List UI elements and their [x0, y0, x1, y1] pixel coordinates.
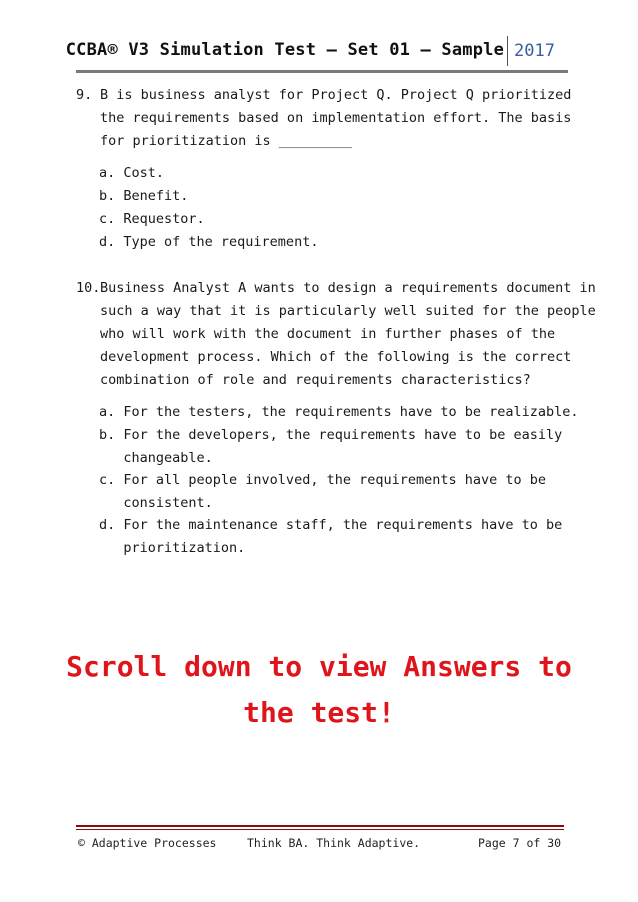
footer-page-number: Page 7 of 30 — [478, 836, 562, 850]
scroll-hint-line2: the test! — [243, 696, 395, 729]
question-9 — [76, 84, 572, 154]
question-number: 10. — [76, 280, 101, 296]
answer-option-continued: consistent. — [99, 495, 213, 511]
answer-option: d. Type of the requirement. — [99, 234, 319, 250]
header-divider — [76, 70, 568, 73]
header-title: CCBA® V3 Simulation Test – Set 01 – Sample — [65, 40, 504, 60]
page-header — [65, 34, 566, 70]
answer-option-continued: prioritization. — [99, 540, 246, 556]
answer-option: c. Requestor. — [99, 211, 205, 227]
question-line: Business Analyst A wants to design a requirements document in — [100, 280, 596, 296]
question-line: for prioritization is _________ — [100, 133, 352, 149]
answer-option: b. Benefit. — [99, 188, 189, 204]
question-line: combination of role and requirements characteristics? — [100, 372, 531, 388]
question-line: the requirements based on implementation effort. The basis — [100, 110, 572, 126]
footer-divider-thin — [76, 829, 564, 830]
footer-copyright: © Adaptive Processes — [78, 836, 217, 850]
question-line: development process. Which of the following is the correct — [100, 349, 572, 365]
answer-option: a. Cost. — [99, 165, 165, 181]
question-number: 9. — [76, 87, 93, 103]
answer-option: a. For the testers, the requirements have to be realizable. — [99, 404, 579, 420]
answer-option: b. For the developers, the requirements have to be easily — [99, 427, 563, 443]
header-year: 2017 — [507, 36, 566, 66]
question-10 — [76, 277, 596, 392]
answer-option-continued: changeable. — [99, 450, 213, 466]
answer-option: c. For all people involved, the requirements have to be — [99, 472, 547, 488]
scroll-hint-line1: Scroll down to view Answers to — [66, 650, 572, 683]
question-line: such a way that it is particularly well suited for the people — [100, 303, 596, 319]
question-line: who will work with the document in further phases of the — [100, 326, 556, 342]
footer-divider — [76, 825, 564, 827]
footer-tagline: Think BA. Think Adaptive. — [247, 836, 421, 850]
answer-option: d. For the maintenance staff, the requirements have to be — [99, 517, 563, 533]
question-line: B is business analyst for Project Q. Project Q prioritized — [100, 87, 572, 103]
